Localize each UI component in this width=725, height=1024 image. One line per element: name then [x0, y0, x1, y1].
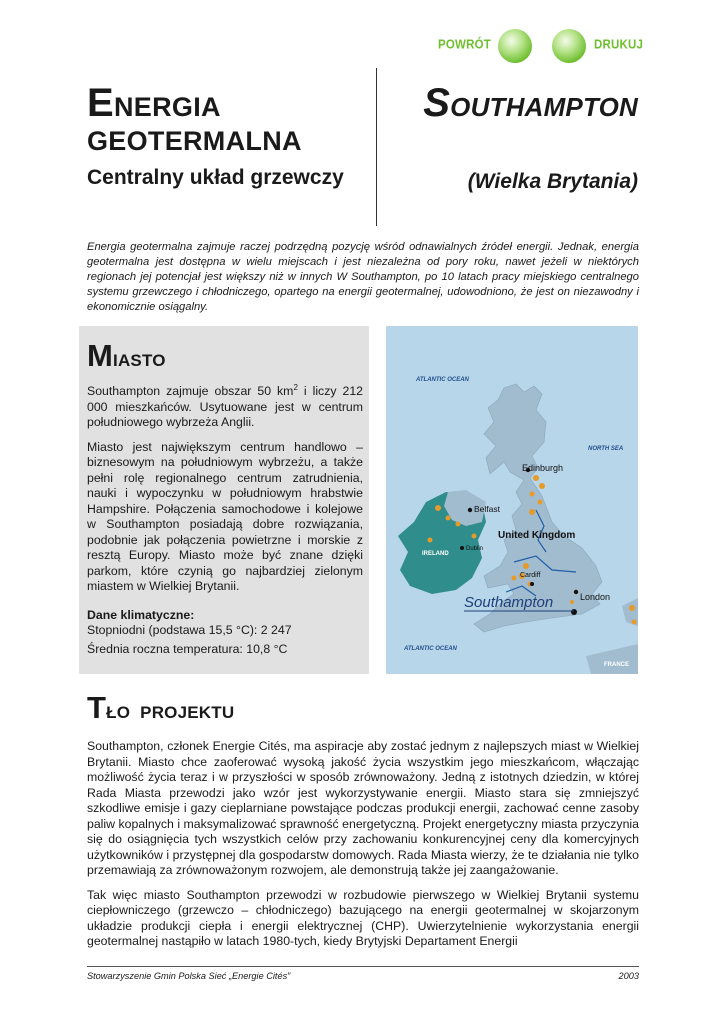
section-title-miasto: MIASTO	[87, 338, 166, 373]
section-title-tlo-projektu: TŁO PROJEKTU	[87, 690, 235, 725]
header-divider	[376, 68, 377, 226]
map-label-north-sea: NORTH SEA	[588, 446, 624, 452]
print-link[interactable]: DRUKUJ	[594, 38, 644, 52]
project-paragraph-2: Tak więc miasto Southampton przewodzi w rozbudowie pierwszego w Wielkiej Brytanii systemu ciepłowniczego (grzewczo – chłodniczego) bazującego na energii geotermalnej w skojarzonym układzie produkcji ciepła i energii elektrycznej (CHP). Uwierzytelnienie wykorzystania energii geotermalnej nastąpiło w latach 1980-tych, kiedy Brytyjski Departament Energii	[87, 887, 639, 948]
country-name: (Wielka Brytania)	[467, 170, 638, 193]
intro-paragraph: Energia geotermalna zajmuje raczej podrzędną pozycję wśród odnawialnych źródeł energii. Jednak, energia geotermalna jest dostępna w wielu miejscach i jest niezależna od pory roku, nawet jeżeli w niektórych regionach jej potencjał jest większy niż w innych W Southampton, po 10 latach pracy miejskiego centralnego systemu grzewczego i chłodniczego, opartego na energii geotermalnej, udowodniono, że jest on niezawodny i ekonomicznie osiągalny.	[87, 241, 639, 313]
climate-data	[87, 608, 363, 658]
map-marker-cardiff	[530, 582, 534, 586]
map-label-atlantic-north: ATLANTIC OCEAN	[416, 377, 469, 383]
print-button-icon[interactable]	[552, 29, 586, 63]
document-subtitle: Centralny układ grzewczy	[87, 166, 344, 189]
location-title	[386, 81, 638, 194]
map-marker-southampton	[571, 609, 577, 615]
map-marker-london	[574, 590, 578, 594]
top-navigation	[436, 26, 651, 66]
city-name: SOUTHAMPTON	[423, 81, 638, 125]
map-label-southampton: Southampton	[464, 594, 554, 611]
map-label-london: London	[580, 592, 611, 602]
map-label-belfast: Belfast	[474, 504, 500, 514]
footer-year: 2003	[618, 971, 639, 981]
map-label-france: FRANCE	[604, 662, 629, 668]
map-label-uk: United Kingdom	[498, 530, 576, 541]
back-button-icon[interactable]	[498, 29, 532, 63]
footer-divider	[87, 966, 639, 967]
city-info-text	[87, 380, 363, 657]
map-label-ireland: IRELAND	[422, 551, 449, 557]
climate-degree-days: Stopniodni (podstawa 15,5 °C): 2 247	[87, 623, 292, 638]
climate-heading: Dane klimatyczne:	[87, 607, 195, 622]
title-line-2: GEOTERMALNA	[87, 126, 302, 156]
document-title	[87, 81, 367, 189]
footer-publisher: Stowarzyszenie Gmin Polska Sieć „Energie Cités”	[87, 971, 291, 981]
map-label-dublin: Dublin	[466, 546, 484, 552]
title-line-1: ENERGIA	[87, 81, 221, 125]
map-marker-belfast	[468, 508, 472, 512]
city-paragraph-1: Southampton zajmuje obszar 50 $km^2$ i liczy 212 000 mieszkańców. Usytuowane jest w centrum południowego wybrzeża Anglii.	[87, 383, 363, 430]
map-label-atlantic-south: ATLANTIC OCEAN	[404, 646, 457, 652]
city-paragraph-2: Miasto jest największym centrum handlowo – biznesowym na południowym wybrzeżu, a także pełni rolę regionalnego centrum zatrudnienia, nauki i wypoczynku w południowym hrabstwie Hampshire. Połączenia samochodowe i kolejowe w Southampton posiadają dobre rozwiązania, podobnie jak połączenia powietrzne i morskie z resztą Europy. Miasto może być znane dzięki parkom, które czynią go najbardziej zielonym miastem w Wielkiej Brytanii.	[87, 439, 363, 594]
map-label-cardiff: Cardiff	[520, 572, 541, 579]
map-label-edinburgh: Edinburgh	[522, 463, 564, 473]
back-link[interactable]: POWRÓT	[438, 38, 491, 52]
project-paragraph-1: Southampton, członek Energie Cités, ma aspiracje aby zostać jednym z najlepszych miast w Wielkiej Brytanii. Miasto chce zaoferować wysoką jakość życia wszystkim jego mieszkańcom, włączając możliwość życia teraz i w przyszłości w sposób zrównoważony. Jedną z istotnych dziedzin, w której Rada Miasta przewodzi jako wzór jest wykorzystywanie energii. Miasto stara się zmniejszyć szkodliwe emisje i gazy cieplarniane powstające podczas produkcji energii, zachować cenne zasoby paliw kopalnych i maksymalizować sprawność energetyczną. Projekt energetyczny miasta przyczynia się do osiągnięcia tych wszystkich celów przy zachowaniu konkurencyjnej ceny dla komercyjnych użytkowników i przystępnej dla gospodarstw domowych. Rada Miasta wierzy, że te działania nie tylko przemawiają za zrównoważonym rozwojem, ale demonstrują także jej zaangażowanie.	[87, 739, 639, 877]
project-background-text	[87, 739, 639, 959]
map-marker-dublin	[460, 546, 464, 550]
climate-mean-temp: Średnia roczna temperatura: 10,8 °C	[87, 641, 288, 656]
uk-map	[386, 326, 638, 674]
